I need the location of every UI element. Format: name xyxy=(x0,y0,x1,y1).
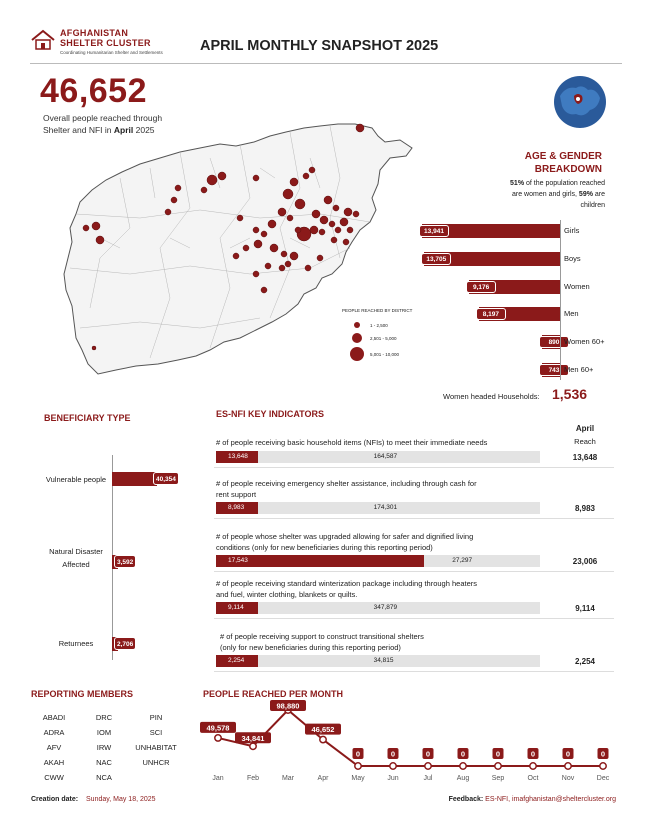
monthly-data-label: 98,880 xyxy=(276,701,300,711)
logo-line2: SHELTER CLUSTER xyxy=(60,38,151,48)
shelter-logo-icon xyxy=(30,28,56,52)
map-bubble xyxy=(278,208,286,216)
indicator-reach: 9,114 xyxy=(575,604,595,613)
indicator-text-line: # of people receiving support to construct transitional shelters xyxy=(220,632,424,641)
member-name: DRC xyxy=(95,713,113,722)
indicators-col-head2: Reach xyxy=(574,437,596,446)
monthly-tick-label: Oct xyxy=(527,775,539,782)
map-bubble xyxy=(233,253,239,259)
monthly-data-label: 0 xyxy=(530,749,536,759)
total-description: Overall people reached through Shelter and NFI in April 2025 xyxy=(43,113,163,135)
map-bubble xyxy=(303,173,309,179)
map-bubble xyxy=(261,287,267,293)
map-bubble xyxy=(165,209,171,215)
monthly-point xyxy=(565,763,571,769)
member-name: CWW xyxy=(44,773,64,782)
map-bubble xyxy=(319,229,325,235)
indicator-text-line: (only for new beneficiaries during this reporting period) xyxy=(220,643,401,652)
monthly-tick-label: Aug xyxy=(456,775,470,782)
indicator-progress-track xyxy=(216,602,540,614)
age-gender-value: 743 xyxy=(539,364,569,376)
monthly-line-chart xyxy=(196,700,622,790)
afghanistan-map xyxy=(60,118,420,388)
map-bubble xyxy=(295,227,301,233)
age-gender-label: Women xyxy=(564,282,590,291)
monthly-data-label: 46,652 xyxy=(311,725,335,735)
map-bubble xyxy=(290,178,298,186)
monthly-point xyxy=(215,735,221,741)
monthly-point xyxy=(425,763,431,769)
member-name: PIN xyxy=(149,713,163,722)
indicator-reach: 13,648 xyxy=(572,453,598,462)
members-title: REPORTING MEMBERS xyxy=(31,689,134,699)
map-bubble xyxy=(253,227,259,233)
member-name: IRW xyxy=(96,743,112,752)
legend-bubble-large xyxy=(350,347,364,361)
map-bubble xyxy=(347,227,353,233)
map-bubble xyxy=(201,187,207,193)
indicator-reach: 23,006 xyxy=(572,557,598,566)
beneficiary-bar xyxy=(112,472,157,486)
logo-tagline: Coordinating Humanitarian Shelter and Settlements xyxy=(60,50,163,55)
legend-bubble-small xyxy=(354,322,360,328)
map-bubble xyxy=(309,167,315,173)
indicator-cumulative: 2,254 xyxy=(228,657,245,664)
total-reached: 46,652 xyxy=(40,72,147,110)
map-bubble xyxy=(83,225,89,231)
map-bubble xyxy=(92,346,96,350)
map-bubble xyxy=(329,221,335,227)
indicator-separator xyxy=(214,467,614,468)
cluster-logo xyxy=(30,26,170,64)
monthly-tick-label: Jul xyxy=(423,775,433,782)
map-bubble xyxy=(305,265,311,271)
map-legend-item: 5,001 - 10,000 xyxy=(370,352,400,357)
beneficiary-label: Vulnerable people xyxy=(45,475,107,484)
indicator-text xyxy=(216,437,516,448)
age-gender-description: 51% of the population reached are women and girls, 59% are children xyxy=(510,180,605,209)
age-gender-value: 8,197 xyxy=(476,308,506,320)
indicator-reach: 2,254 xyxy=(574,657,596,666)
monthly-tick-label: Feb xyxy=(246,775,260,782)
member-name: AKAH xyxy=(43,758,65,767)
monthly-data-label: 49,578 xyxy=(206,723,230,733)
age-gender-label: Men 60+ xyxy=(564,365,594,374)
map-legend-item: 2,501 - 5,000 xyxy=(370,336,397,341)
age-gender-axis xyxy=(560,220,561,380)
map-bubble xyxy=(237,215,243,221)
indicator-target: 34,815 xyxy=(373,657,394,664)
beneficiary-label: Returnees xyxy=(58,639,94,648)
member-name: UNHABITAT xyxy=(135,743,177,752)
indicator-separator xyxy=(214,518,614,519)
monthly-point xyxy=(495,763,501,769)
map-bubble xyxy=(335,227,341,233)
map-bubble xyxy=(243,245,249,251)
indicator-progress-track xyxy=(216,555,540,567)
monthly-data-label: 34,841 xyxy=(241,733,265,743)
beneficiary-value: 2,706 xyxy=(114,637,136,650)
age-gender-label: Girls xyxy=(564,226,580,235)
map-bubble xyxy=(254,240,262,248)
map-bubble xyxy=(320,216,328,224)
monthly-tick-label: Jun xyxy=(387,775,399,782)
map-legend-title: PEOPLE REACHED BY DISTRICT xyxy=(342,308,413,313)
indicators-col-head: April xyxy=(575,424,595,433)
indicator-target: 27,297 xyxy=(452,557,473,564)
age-gender-label: Women 60+ xyxy=(564,337,605,346)
map-bubble xyxy=(283,189,293,199)
indicator-reach: 8,983 xyxy=(574,504,596,513)
indicator-text-line: # of people receiving basic household items (NFIs) to meet their immediate needs xyxy=(216,438,488,447)
monthly-tick-label: Mar xyxy=(281,775,295,782)
indicators-title: ES-NFI KEY INDICATORS xyxy=(216,409,325,419)
map-bubble xyxy=(270,244,278,252)
map-bubble xyxy=(285,261,291,267)
map-bubble xyxy=(343,239,349,245)
member-name: ADRA xyxy=(43,728,65,737)
monthly-point xyxy=(320,736,326,742)
map-bubble xyxy=(310,226,318,234)
indicator-text xyxy=(216,478,516,500)
monthly-data-label: 0 xyxy=(600,749,606,759)
map-bubble xyxy=(261,231,267,237)
indicator-text-line: rent support xyxy=(216,490,257,499)
monthly-point xyxy=(355,763,361,769)
map-bubble xyxy=(175,185,181,191)
age-gender-label: Men xyxy=(564,309,579,318)
member-name: IOM xyxy=(96,728,112,737)
map-bubble xyxy=(353,211,359,217)
map-bubble xyxy=(268,220,276,228)
map-bubble xyxy=(92,222,100,230)
indicator-target: 347,879 xyxy=(373,604,398,611)
beneficiary-type-title: BENEFICIARY TYPE xyxy=(44,413,131,423)
age-gender-title: AGE & GENDER BREAKDOWN xyxy=(524,151,602,175)
map-bubble xyxy=(324,196,332,204)
map-bubble xyxy=(171,197,177,203)
map-bubble xyxy=(331,237,337,243)
logo-line1: AFGHANISTAN xyxy=(60,28,129,38)
map-bubble xyxy=(340,218,348,226)
member-name: SCI xyxy=(149,728,163,737)
map-bubble xyxy=(287,215,293,221)
map-bubble xyxy=(344,208,352,216)
indicator-text-line: and fuel, winter clothing, blankets or quilts. xyxy=(216,590,358,599)
monthly-tick-label: Dec xyxy=(596,775,610,782)
age-gender-value: 13,941 xyxy=(419,225,449,237)
monthly-data-label: 0 xyxy=(460,749,466,759)
monthly-series-line xyxy=(218,710,606,766)
monthly-tick-label: May xyxy=(351,775,365,782)
beneficiary-value: 3,592 xyxy=(114,555,136,568)
map-bubble xyxy=(312,210,320,218)
indicator-progress-track xyxy=(216,451,540,463)
indicator-target: 164,587 xyxy=(373,453,398,460)
monthly-point xyxy=(390,763,396,769)
monthly-point xyxy=(600,763,606,769)
member-name: NCA xyxy=(96,773,112,782)
beneficiary-value: 40,354 xyxy=(153,472,179,485)
map-bubble xyxy=(265,263,271,269)
map-bubble xyxy=(290,252,298,260)
indicator-text-line: # of people whose shelter was upgraded allowing for safer and dignified living xyxy=(216,532,474,541)
age-gender-value: 890 xyxy=(539,336,569,348)
member-name: ABADI xyxy=(42,713,66,722)
member-name: UNHCR xyxy=(142,758,170,767)
indicator-text xyxy=(216,531,516,553)
map-bubble xyxy=(253,175,259,181)
monthly-data-label: 0 xyxy=(425,749,431,759)
indicator-cumulative: 8,983 xyxy=(228,504,245,511)
map-bubble xyxy=(317,255,323,261)
monthly-point xyxy=(460,763,466,769)
monthly-data-label: 0 xyxy=(390,749,396,759)
indicator-cumulative: 9,114 xyxy=(228,604,244,611)
monthly-tick-label: Apr xyxy=(317,775,329,782)
monthly-tick-label: Sep xyxy=(491,775,505,782)
member-name: AFV xyxy=(46,743,62,752)
monthly-data-label: 0 xyxy=(495,749,501,759)
map-bubble xyxy=(295,199,305,209)
indicator-text xyxy=(216,578,516,600)
monthly-data-label: 0 xyxy=(565,749,571,759)
indicator-separator xyxy=(214,618,614,619)
monthly-data-label: 0 xyxy=(355,749,361,759)
map-bubble xyxy=(207,175,217,185)
monthly-point xyxy=(250,743,256,749)
map-bubble xyxy=(218,172,226,180)
monthly-point xyxy=(530,763,536,769)
monthly-title: PEOPLE REACHED PER MONTH xyxy=(203,689,344,699)
age-gender-label: Boys xyxy=(564,254,581,263)
map-bubble xyxy=(279,265,285,271)
creation-date: Creation date: Sunday, May 18, 2025 xyxy=(31,796,156,803)
map-bubble xyxy=(356,124,364,132)
indicator-text-line: # of people receiving standard winterization package including through heaters xyxy=(216,579,478,588)
indicator-text-line: conditions (only for new beneficiaries during this reporting period) xyxy=(216,543,433,552)
age-gender-value: 9,176 xyxy=(466,281,496,293)
indicator-progress-track xyxy=(216,502,540,514)
map-bubble xyxy=(281,251,287,257)
globe-icon xyxy=(552,74,608,130)
age-gender-value: 13,705 xyxy=(421,253,451,265)
map-bubble xyxy=(253,271,259,277)
women-headed-value: 1,536 xyxy=(552,386,588,402)
indicator-progress-track xyxy=(216,655,540,667)
monthly-tick-label: Nov xyxy=(561,775,575,782)
member-name: NAC xyxy=(96,758,112,767)
indicator-cumulative: 17,543 xyxy=(228,557,248,564)
indicator-separator xyxy=(214,671,614,672)
header-divider xyxy=(30,63,622,64)
women-headed-label: Women headed Households: xyxy=(443,392,540,401)
indicator-text xyxy=(220,631,520,653)
map-legend-item: 1 - 2,500 xyxy=(370,323,388,328)
page-title: APRIL MONTHLY SNAPSHOT 2025 xyxy=(200,38,439,54)
indicator-text-line: # of people receiving emergency shelter assistance, including through cash for xyxy=(216,479,477,488)
feedback: Feedback: ES-NFI, imafghanistan@sheltercluster.org xyxy=(448,796,616,803)
legend-bubble-medium xyxy=(352,333,362,343)
monthly-tick-label: Jan xyxy=(212,775,224,782)
beneficiary-label: Natural Disaster Affected xyxy=(49,547,103,569)
indicator-target: 174,301 xyxy=(373,504,398,511)
map-bubble xyxy=(333,205,339,211)
indicator-separator xyxy=(214,571,614,572)
indicator-cumulative: 13,648 xyxy=(228,453,248,460)
map-bubble xyxy=(96,236,104,244)
